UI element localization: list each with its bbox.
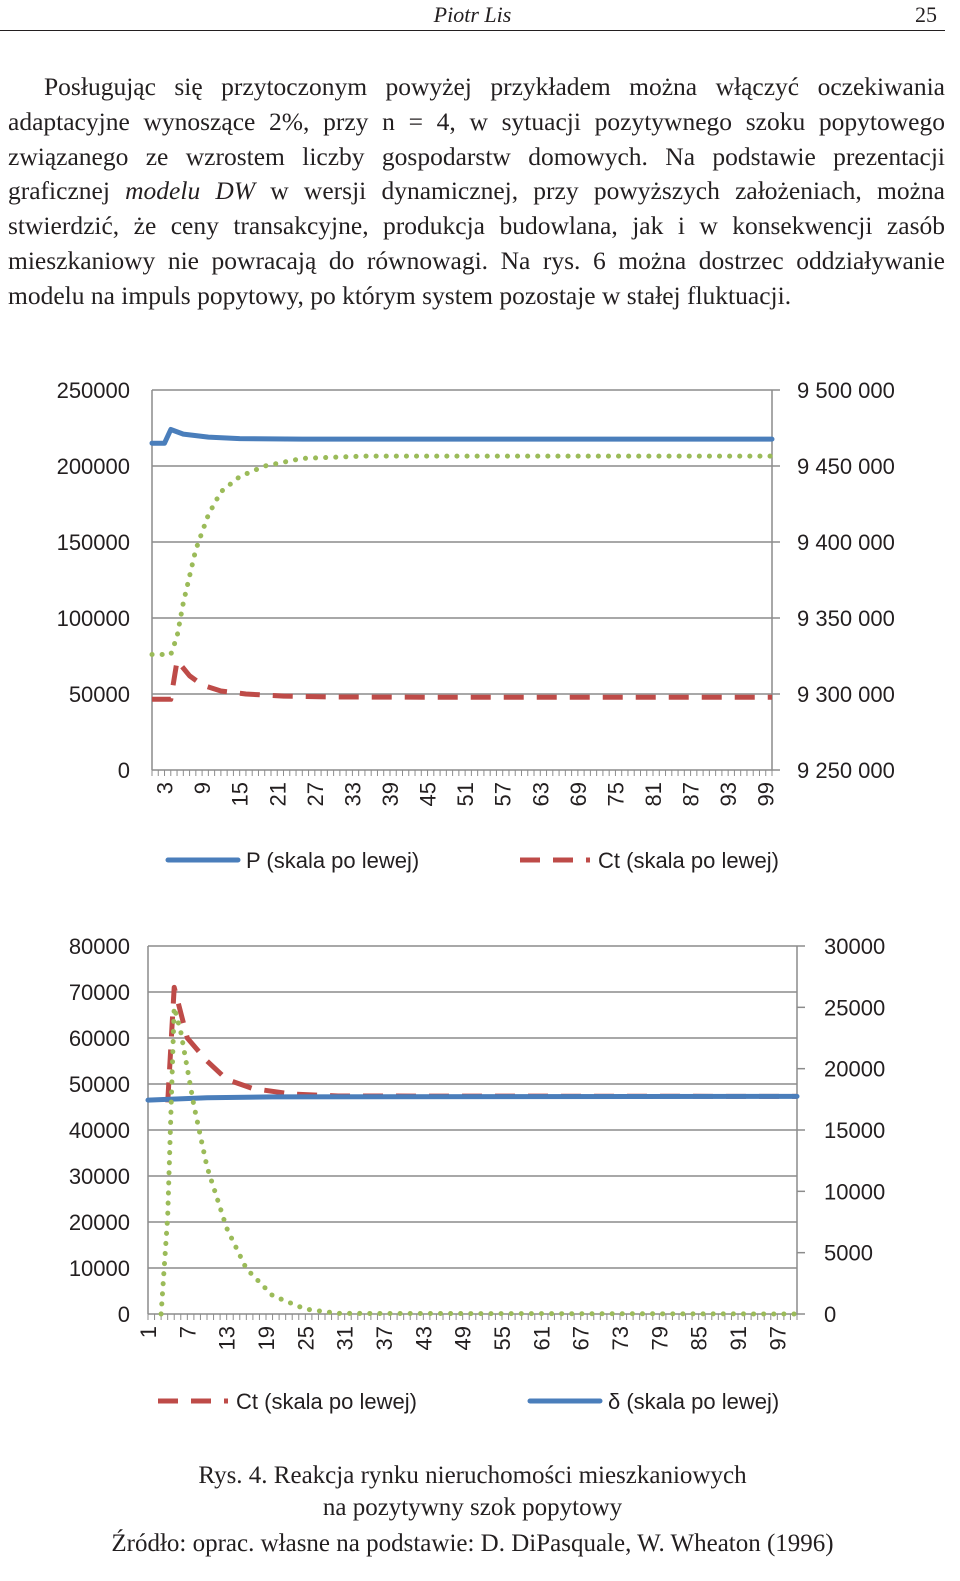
- y-right-tick-label: 0: [824, 1302, 837, 1327]
- y-left-tick-label: 100000: [56, 606, 130, 631]
- chart-bottom: [0, 925, 945, 1435]
- x-tick-label: 79: [647, 1326, 673, 1351]
- x-tick-label: 13: [214, 1326, 240, 1351]
- y-left-tick-label: 50000: [68, 1072, 130, 1097]
- y-left-tick-label: 60000: [68, 1026, 130, 1051]
- x-tick-label: 15: [227, 782, 253, 807]
- y-right-tick-label: 9 450 000: [797, 454, 895, 479]
- y-right-tick-label: 5000: [824, 1240, 873, 1266]
- x-tick-label: 19: [254, 1326, 279, 1351]
- x-tick-label: 81: [641, 782, 667, 807]
- paragraph-text-2: w wersji dynamicznej, przy powyższych założeniach, można stwierdzić, że ceny transakcyjne, produkcja budowlana, jak i w konsekwencji zasób mieszkaniowy nie powracają do równowagi. Na rys. 6 można dostrzec oddziaływanie modelu na impuls popytowy, po którym system pozostaje w stałej fluktuacji.: [8, 176, 945, 310]
- x-tick-label: 57: [490, 782, 516, 807]
- running-header-author: Piotr Lis: [433, 2, 512, 27]
- y-left-tick-label: 40000: [68, 1118, 130, 1143]
- legend-label: Ct (skala po lewej): [598, 848, 779, 873]
- x-tick-label: 91: [726, 1326, 751, 1351]
- x-tick-label: 75: [603, 782, 629, 807]
- series-line-solid: [152, 430, 772, 444]
- y-right-tick-label: 9 400 000: [797, 530, 895, 555]
- y-left-tick-label: 80000: [68, 934, 130, 959]
- paragraph-emphasis: modelu DW: [125, 176, 256, 206]
- legend-label: P (skala po lewej): [246, 848, 420, 873]
- x-tick-label: 37: [372, 1326, 397, 1351]
- x-tick-label: 93: [716, 782, 742, 807]
- x-tick-label: 39: [377, 782, 403, 807]
- x-tick-label: 3: [152, 782, 178, 795]
- y-left-tick-label: 50000: [68, 682, 130, 707]
- figure-source: Źródło: oprac. własne na podstawie: D. DiPasquale, W. Wheaton (1996): [111, 1530, 834, 1557]
- x-tick-label: 49: [450, 1326, 476, 1351]
- y-right-tick-label: 9 500 000: [797, 378, 895, 403]
- x-tick-label: 69: [565, 782, 591, 807]
- x-tick-label: 67: [568, 1326, 594, 1351]
- series-line-solid: [148, 1096, 797, 1100]
- caption-line-1: Rys. 4. Reakcja rynku nieruchomości mieszkaniowych: [198, 1462, 747, 1489]
- y-right-tick-label: 25000: [824, 995, 886, 1021]
- x-tick-label: 25: [293, 1326, 319, 1351]
- y-left-tick-label: 10000: [68, 1256, 130, 1281]
- chart-top: [0, 372, 945, 892]
- y-right-tick-label: 9 350 000: [797, 606, 895, 631]
- x-tick-label: 51: [453, 782, 479, 807]
- x-tick-label: 99: [753, 782, 779, 807]
- body-paragraph: [8, 70, 945, 314]
- x-tick-label: 7: [175, 1326, 201, 1339]
- x-tick-label: 45: [415, 782, 441, 807]
- x-tick-label: 31: [332, 1326, 358, 1351]
- y-right-tick-label: 9 300 000: [797, 682, 895, 707]
- x-tick-label: 43: [411, 1326, 437, 1351]
- y-left-tick-label: 30000: [68, 1164, 130, 1189]
- paragraph-text-1: Posługując się przytoczonym powyżej przykładem można włączyć oczekiwania adaptacyjne wynoszące 2%, przy n = 4, w sytuacji pozytywnego szoku popytowego związanego ze wzrostem liczby gospodarstw domowych. Na podstawie prezentacji graficznej: [8, 72, 945, 206]
- x-tick-label: 9: [190, 782, 216, 795]
- x-tick-label: 87: [678, 782, 704, 807]
- y-left-tick-label: 200000: [56, 454, 130, 479]
- x-tick-label: 21: [265, 782, 291, 807]
- y-left-tick-label: 0: [117, 1302, 130, 1327]
- y-left-tick-label: 70000: [68, 980, 130, 1005]
- x-tick-label: 85: [686, 1326, 712, 1351]
- x-tick-label: 61: [529, 1326, 555, 1351]
- y-left-tick-label: 20000: [68, 1210, 130, 1235]
- x-tick-label: 33: [340, 782, 366, 807]
- y-right-tick-label: 9 250 000: [797, 758, 895, 783]
- figure-caption: [0, 1460, 945, 1524]
- caption-line-2: na pozytywny szok popytowy: [322, 1494, 623, 1521]
- y-left-tick-label: 0: [117, 758, 130, 783]
- y-right-tick-label: 15000: [824, 1118, 886, 1143]
- page-number: 25: [915, 2, 937, 27]
- series-line-dotted: [152, 456, 772, 654]
- page-header: [0, 0, 945, 31]
- x-tick-label: 1: [136, 1326, 161, 1339]
- y-right-tick-label: 20000: [824, 1056, 886, 1082]
- y-right-tick-label: 30000: [824, 934, 886, 959]
- legend-label: δ (skala po lewej): [608, 1389, 780, 1414]
- y-left-tick-label: 150000: [56, 530, 130, 555]
- x-tick-label: 27: [302, 782, 328, 807]
- x-tick-label: 63: [528, 782, 554, 807]
- x-tick-label: 97: [765, 1326, 791, 1351]
- x-tick-label: 55: [490, 1326, 515, 1351]
- y-left-tick-label: 250000: [56, 378, 130, 403]
- series-line-dashed: [168, 987, 797, 1102]
- y-right-tick-label: 10000: [824, 1179, 886, 1205]
- legend-label: Ct (skala po lewej): [236, 1389, 417, 1414]
- x-tick-label: 73: [608, 1326, 633, 1351]
